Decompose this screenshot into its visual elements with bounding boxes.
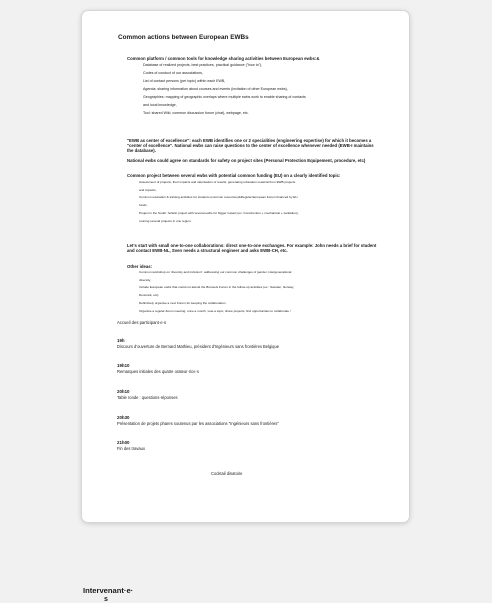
funding-item: funds, xyxy=(139,203,148,208)
schedule-time: 21h00 xyxy=(117,440,130,445)
schedule-time: 19h10 xyxy=(117,363,130,368)
schedule-desc: Discours d'ouverture de Bernard Mathieu, président d'Ingénieurs sans frontières Belgique xyxy=(117,344,279,349)
funding-item: Project in the South: holistic project with several ewbs for bigger impact (ex. Construction + mechanical + sanitation), xyxy=(139,210,299,215)
funding-item: and impacts, xyxy=(139,187,157,192)
funding-item: Assessment of projects, their impacts and valorisation of results; generating education material from EWB projects xyxy=(139,180,296,184)
platform-item: Database of realized projects, best practices, practical guidance ("how to"), xyxy=(143,62,263,67)
schedule-item xyxy=(117,338,279,349)
schedule-desc: Table ronde : questions-réponses xyxy=(117,395,178,400)
standards-section xyxy=(82,158,409,163)
platform-heading: Common platform / common tools for knowledge sharing activities between European ewbs:& xyxy=(127,56,320,61)
other-idea-item: Definitively organise a next Forum for keeping the collaboration xyxy=(139,300,226,305)
document-page xyxy=(82,11,409,522)
schedule-time: 19h xyxy=(117,338,125,343)
schedule-desc: Fin des travaux xyxy=(117,446,145,451)
funding-item: running several projects in one region. xyxy=(139,218,192,223)
other-idea-item: Include European ewbs that could not attend the Brussels Forum in the follow-up activities (ex.: Sweden, Norway, xyxy=(139,285,295,290)
standards-text: National ewbs could agree on standards for safety on project sites (Personal Protection Equipement, procedure, etc) xyxy=(127,158,366,163)
schedule-item xyxy=(117,415,279,426)
excellence-section xyxy=(82,138,409,153)
collab-section xyxy=(82,243,409,253)
schedule-desc: Présentation de projets phares soutenus par les associations "Ingénieurs sans frontières" xyxy=(117,421,279,426)
schedule-item xyxy=(117,440,145,451)
schedule-item xyxy=(117,363,199,374)
schedule-item xyxy=(117,389,178,400)
other-idea-item: Common workshop on 'diversity and inclusion': addressing our common challenges of gender, intergenerational xyxy=(139,270,292,274)
collab-text: Let's start with small one-to-one collaborations: direct one-to-one exchanges. For example: John needs a brief for student and contact EWB-NL, Sven needs a structural engineer and asks EWB-CH, etc. xyxy=(127,243,377,253)
intervenants-heading: Intervenant·e· xyxy=(83,586,134,595)
funding-section xyxy=(82,173,409,225)
other-idea-item: Organise a regular Zoom meeting: once a month, vote a topic, share projects, find opportunities to collaborate ! xyxy=(139,308,291,313)
platform-item: Agenda: sharing information about courses and events (invitation of other European ewbs), xyxy=(143,86,288,91)
platform-item: List of contact persons (per topic) within each EWB, xyxy=(143,78,226,83)
schedule-desc: Remarques initiales des quatre orateur·rice·s xyxy=(117,369,199,374)
platform-item: Codes of conduct of our associations, xyxy=(143,70,203,75)
schedule-time: 20h30 xyxy=(117,415,130,420)
funding-item: Common education & training activities for students (common resources)&Regular European Forum financed by EU xyxy=(139,195,298,200)
platform-item: Tool: shared Wiki, common discussion forum (chat), webpage, etc. xyxy=(143,111,249,116)
platform-section xyxy=(82,56,409,117)
platform-item: Geographies: mapping of geographic overlaps where multiple ewbs work to enable sharing of contacts xyxy=(143,94,306,99)
other-ideas-heading: Other ideas: xyxy=(127,264,153,269)
platform-item: and local knowledge, xyxy=(143,102,177,107)
other-ideas-section xyxy=(82,264,409,315)
cocktail-label: Cocktail dinatoire xyxy=(211,471,243,476)
schedule-time: 20h10 xyxy=(117,389,130,394)
other-idea-item: Denmark, etc) xyxy=(139,293,159,298)
accueil-label: Accueil des participant·e·s xyxy=(117,320,167,325)
other-idea-item: diversity, xyxy=(139,277,151,282)
doc-title: Common actions between European EWBs xyxy=(118,34,249,41)
excellence-text: "EWB as center of excellence": each EWB identifies one or 2 specialities (engineering expertise) for which it becomes a "center of excellence". National ewbs can raise questions to the center of excellence whenever needed (EWB-I maintains the database). xyxy=(127,138,374,153)
intervenants-heading-tail: s xyxy=(104,596,108,603)
funding-heading: Common project between several ewbs with potential common funding (EU) on a clearly identified topic: xyxy=(127,173,341,178)
